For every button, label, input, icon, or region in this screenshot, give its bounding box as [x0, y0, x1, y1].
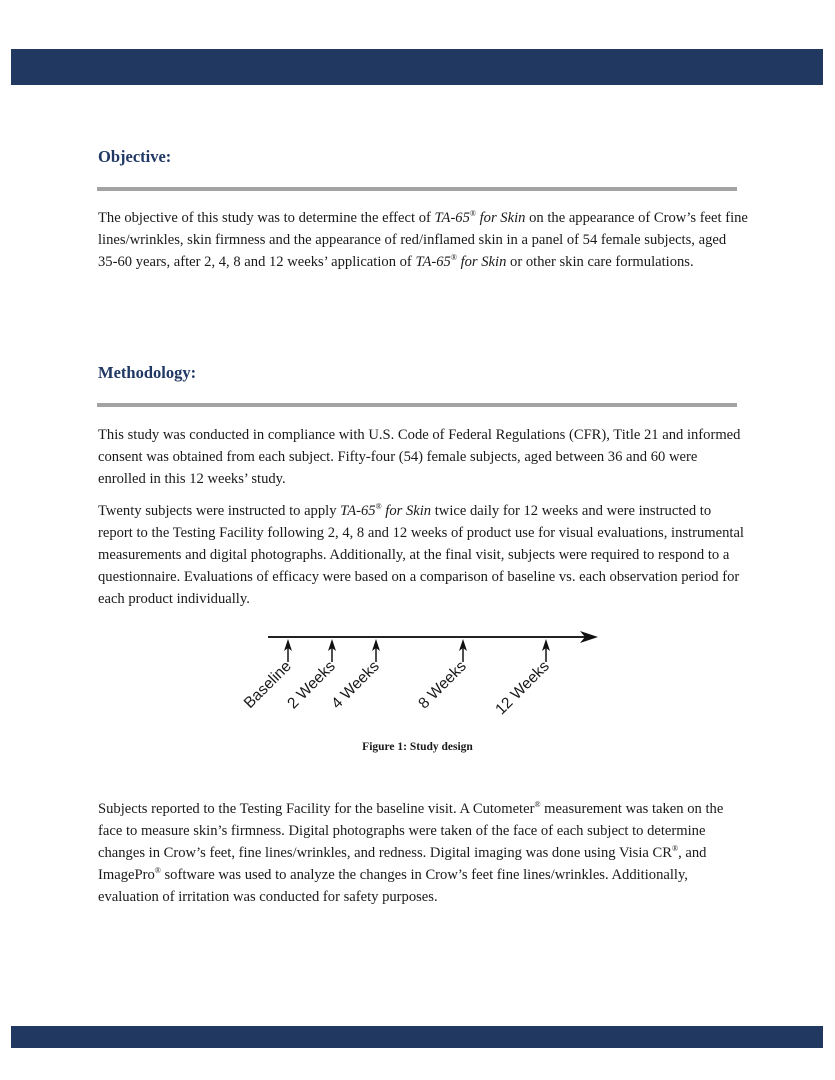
registered-mark: ® [469, 209, 476, 219]
product-name-italic: TA-65 [434, 210, 470, 226]
text-run: measurement was taken on the face to measure skin’s firmness. Digital photographs were taken of the face of each subject to determine changes in Crow’s feet, fine lines/wrinkles, and redness. Digital imaging was done using Visia CR [98, 801, 724, 861]
product-name-italic: for Skin [381, 503, 432, 519]
methodology-paragraph-measurements [98, 798, 748, 908]
text-run: twice daily for 12 weeks and were instructed to report to the Testing Facility following 2, 4, 8 and 12 weeks of product use for visual evaluations, instrumental measurements and digital photographs. Additionally, at the final visit, subjects were required to respond to a questionnaire. Evaluations of efficacy were based on a comparison of baseline vs. each observation period for each product individually. [98, 503, 744, 607]
product-name-italic: TA-65 [415, 254, 451, 270]
text-run: Twenty subjects were instructed to apply [98, 503, 341, 519]
header-band [11, 49, 823, 85]
registered-mark: ® [672, 844, 679, 854]
text-run: Subjects reported to the Testing Facility for the baseline visit. A Cutometer [98, 801, 535, 817]
text-run: or other skin care formulations. [506, 254, 694, 270]
objective-heading: Objective: [98, 147, 172, 166]
timeline-label: Baseline [240, 657, 295, 712]
timeline-label: 4 Weeks [328, 657, 383, 713]
registered-mark: ® [154, 866, 161, 876]
section-divider [97, 187, 737, 191]
timeline-diagram [230, 620, 620, 730]
objective-paragraph [98, 207, 748, 273]
registered-mark: ® [375, 502, 382, 512]
study-design-timeline [230, 620, 620, 730]
text-run: software was used to analyze the changes in Crow’s feet fine lines/wrinkles. Additionally, evaluation of irritation was conducted for safety purposes. [98, 867, 688, 905]
section-divider [97, 403, 737, 407]
timeline-label: 8 Weeks [415, 657, 470, 713]
methodology-paragraph-compliance [98, 424, 748, 490]
footer-band [11, 1026, 823, 1048]
registered-mark: ® [534, 800, 541, 810]
product-name-italic: for Skin [456, 254, 507, 270]
product-name-italic: for Skin [475, 210, 526, 226]
product-name-italic: TA-65 [340, 503, 376, 519]
timeline-label: 12 Weeks [492, 657, 553, 719]
text-run: The objective of this study was to determine the effect of [98, 210, 435, 226]
registered-mark: ® [450, 253, 457, 263]
text-run: on the appearance of Crow’s feet fine lines/wrinkles, skin firmness and the appearance of red/inflamed skin in a panel of 54 female subjects, aged 35-60 years, after 2, 4, 8 and 12 weeks’ application of [98, 210, 748, 270]
timeline-label: 2 Weeks [284, 657, 339, 713]
methodology-paragraph-protocol [98, 500, 748, 610]
text-run: This study was conducted in compliance with U.S. Code of Federal Regulations (CFR), Title 21 and informed consent was obtained from each subject. Fifty-four (54) female subjects, aged between 36 and 60 were enrolled in this 12 weeks’ study. [98, 427, 741, 487]
text-run: , and ImagePro [98, 845, 707, 883]
methodology-heading: Methodology: [98, 363, 197, 382]
figure-caption: Figure 1: Study design [362, 741, 473, 753]
